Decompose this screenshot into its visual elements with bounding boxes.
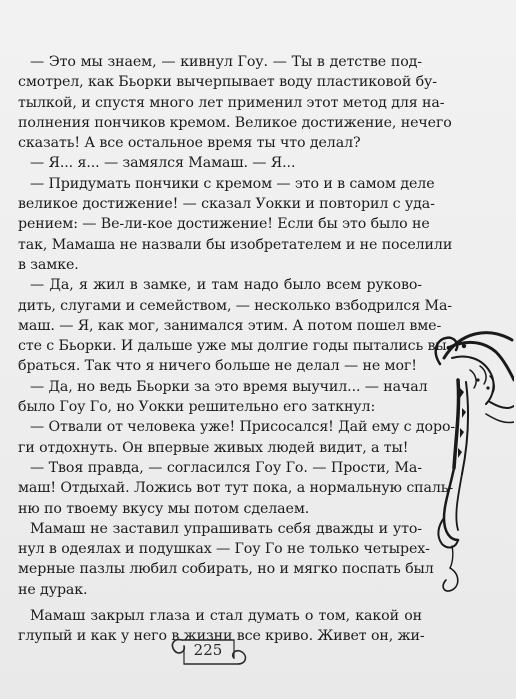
text-line: — Да, я жил в замке, и там надо было всем руково- [30,277,422,294]
text-line: глупый и как у него в жизни все криво. Живет он, жи- [18,628,425,645]
text-line: так, Мамаша не назвали бы изобретателем и не поселили [18,236,453,253]
text-line: мерные пазлы любил собирать, но и мягко поспать был [18,561,434,578]
text-line: сте с Бьорки. И дальше уже мы долгие годы пытались вы- [18,338,452,355]
page-number: 225 [193,641,223,659]
text-line: нул в одеялах и подушках — Гоу Го не только четырех- [18,541,430,558]
text-line: рением: — Ве-ли-кое достижение! Если бы это было не [18,216,430,233]
text-line: не дурак. [18,581,88,598]
text-line: — Это мы знаем, — кивнул Гоу. — Ты в детстве под- [30,54,422,70]
text-line: ню по твоему вкусу мы потом сделаем. [18,500,310,517]
text-line: маш! Отдыхай. Ложись вот тут пока, а нормальную спаль- [18,480,454,497]
text-line: — Придумать пончики с кремом — это и в самом деле [30,175,435,192]
text-line: браться. Так что я ничего больше не делал — не мог! [18,358,417,375]
text-line: в замке. [18,256,79,273]
text-line: — Я... я... — замялся Мамаш. — Я... [30,155,296,172]
text-line: великое достижение! — сказал Уокки и повторил с уда- [18,196,435,213]
text-line: полнения пончиков кремом. Великое достижение, нечего [18,114,452,131]
text-line: сказать! А все остальное время ты что делал? [18,135,361,152]
text-line: ги отдохнуть. Он впервые живых людей видит, а ты! [18,439,409,456]
text-line: — Отвали от человека уже! Присосался! Дай ему с доро- [30,419,456,436]
body-text [18,52,456,647]
text-line: дить, слугами и семейством, — несколько взбодрился Ма- [18,297,452,314]
text-line: Мамаш не заставил упрашивать себя дважды и уто- [30,520,422,537]
text-line: Мамаш закрыл глаза и стал думать о том, какой он [30,608,422,625]
text-line: маш. — Я, как мог, занимался этим. А потом пошел вме- [18,317,442,334]
text-line: тылкой, и спустя много лет применил этот метод для на- [18,94,445,111]
text-line: смотрел, как Бьорки вычерпывает воду пластиковой бу- [18,74,437,91]
dragon-ornament-icon [430,318,514,678]
text-line: — Да, но ведь Бьорки за это время выучил... — начал [30,378,428,395]
text-line: — Твоя правда, — согласился Гоу Го. — Прости, Ма- [30,459,422,476]
text-line: было Гоу Го, но Уокки решительно его заткнул: [18,399,376,416]
